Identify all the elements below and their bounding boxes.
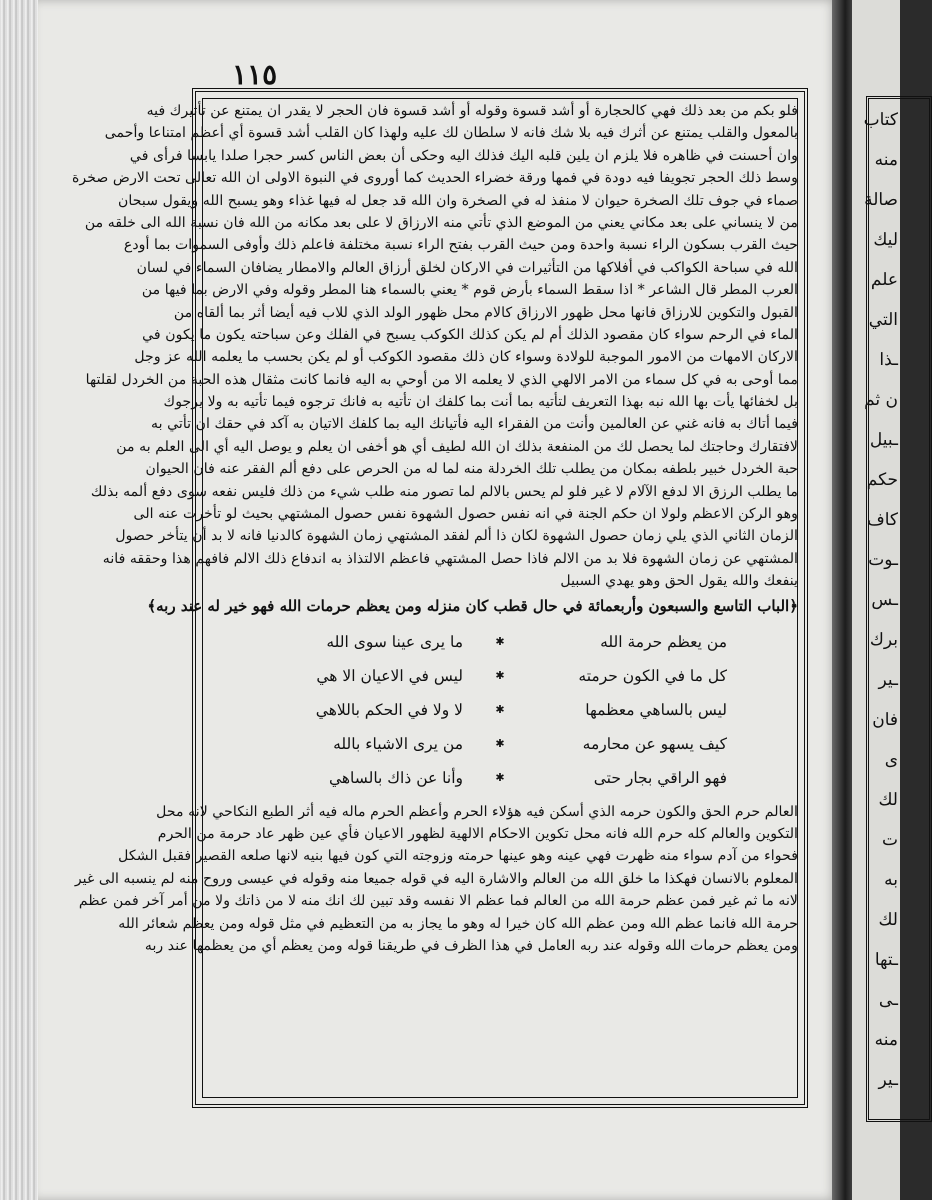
chapter-heading: ﴿الباب التاسع والسبعون وأربعمائة في حال قطب كان منزله ومن يعظم حرمات الله فهو خير له عند ربه﴾ [147, 596, 798, 615]
text-line: الاركان الامهات من الامور الموجبة للولادة وسواء كان ذلك مقصود الكوكب أو لم يكن بحسب ما يعلمه الله عز وجل [134, 349, 798, 366]
text-line: بالمعول والقلب يمتنع عن أثرك فيه بلا شك فانه لا سلطان لك عليه ولهذا كان القلب أشد قسوة أي أعظم امتناعا وأحمى [104, 125, 798, 142]
text-line: القبول والتكوين للارزاق فانها محل ظهور الارزاق كالام محل ظهور الولد الذي للاب فيه أيضا أثر بما ألقاه من [173, 304, 798, 321]
text-line: فيما أتاك به فانه غني عن العالمين وأنت من الفقراء اليه فأتيانك اليه بما كلفك الاتيان به آكد في حقك ان تأتي به [151, 416, 798, 433]
facing-page-fragment: صالة [864, 190, 898, 210]
text-line: التكوين والعالم كله حرم الله فانه محل تكوين الاحكام الالهية لظهور الاعيان فأي عين ظهر عاد حرمة من الحرم [157, 825, 798, 842]
verse-second-hemistich: ما يرى عينا سوى الله [326, 632, 463, 651]
paragraph-2 [74, 801, 798, 958]
facing-page [852, 0, 900, 1200]
verse-first-hemistich: كيف يسهو عن محارمه [582, 734, 727, 753]
text-line: صماء في جوف تلك الصخرة حيوان لا منفذ له في الصخرة وان الله قد جعل له فيها غذاء وهو يسبح الله ويقول سبحان [118, 192, 798, 209]
text-line: العرب المطر قال الشاعر * اذا سقط السماء بأرض قوم * يعني بالسماء هنا المطر وقوله وفي الارض بما فيها من [141, 282, 798, 299]
facing-page-fragment: ـوت [868, 550, 898, 570]
poem [202, 625, 798, 795]
verse-separator-icon: ✱ [495, 702, 505, 716]
facing-page-fragment: فان [872, 710, 898, 730]
text-block [71, 100, 798, 957]
facing-page-fragment: التي [868, 310, 898, 330]
text-line: لافتقارك وحاجتك لما يحصل لك من المنفعة بذلك ان الله لطيف أي هو أخفى ان يعلم و يوصل اليه أي الى العلم به من [116, 438, 798, 455]
text-line: الزمان الثاني الذي يلي زمان حصول الشهوة لكان ذا ألم لفقد المشتهي زمان الشهوة كالدنيا فانه لا بد أن يتأخر حصول [115, 528, 798, 545]
text-line: فحواء من آدم سواء منه ظهرت فهي عينه وهو عينها حرمته وزوجته التي كون فيها بنيه لانها صلعه القصير فقبل الشكل [118, 848, 798, 865]
text-line: فلو بكم من بعد ذلك فهي كالحجارة أو أشد قسوة وقوله أو أشد قسوة فان الحجر لا يقدر ان يمتنع عن تأثيرك فيه [146, 103, 798, 119]
verse-separator-icon: ✱ [495, 668, 505, 682]
poem-verse [202, 693, 798, 727]
poem-verse [202, 625, 798, 659]
verse-second-hemistich: لا ولا في الحكم باللاهي [315, 700, 463, 719]
facing-page-fragment: علم [870, 270, 898, 290]
verse-first-hemistich: كل ما في الكون حرمته [578, 666, 727, 685]
verse-second-hemistich: ليس في الاعيان الا هي [316, 666, 463, 685]
facing-page-fragment: ت [881, 830, 898, 850]
facing-page-fragment: ليك [873, 230, 898, 250]
text-line: مما أوحى به في كل سماء من الامر الالهي الذي لا يعلمه الا من أوحي به اليه فانما كانت مثقال هذه الحبة من الخردل لقلتها [85, 371, 798, 388]
paragraph-1 [71, 100, 798, 593]
facing-page-fragment: لك [878, 790, 898, 810]
facing-page-fragment: كتاب [863, 110, 898, 130]
poem-verse [202, 727, 798, 761]
facing-page-fragment: ـذا [879, 350, 898, 370]
text-line: حبة الخردل خبير بلطفه بمكان من يطلب تلك الخردلة منه لما له من الحرص على دفع ألم الفقر عنه فان الحيوان [145, 461, 798, 478]
text-line: وان أحسنت في ظاهره فلا يلزم ان يلين قلبه اليك فذلك اليه وحكى أن بعض الناس كسر حجرا صلدا يابسا فرأى في [129, 147, 798, 164]
facing-page-fragment: ـس [871, 590, 898, 610]
facing-page-fragment: ـى [878, 990, 898, 1010]
text-line: ومن يعظم حرمات الله وقوله عند ربه العامل في هذا الظرف في طريقنا قوله ومن يعظم أي من يعظمها عند ربه [144, 937, 798, 954]
verse-separator-icon: ✱ [495, 634, 505, 648]
facing-page-fragment: منه [874, 1030, 898, 1050]
text-line: ما يطلب الرزق الا لدفع الآلام لا غير فلو لم يحس بالالم لما تصور منه طلب شيء من ذلك فليس نفعه سوى دفع ألمه بذلك [90, 483, 798, 500]
facing-page-fragment: ى [884, 750, 898, 770]
facing-page-fragment: ـير [878, 1070, 898, 1090]
verse-first-hemistich: ليس بالساهي معظمها [585, 700, 727, 719]
text-line: المشتهي عن زمان الشهوة فلا بد من الالم فاذا حصل المشتهي فاعظم الالتذاذ به اندفاع ذلك الالم فافهم هذا وحققه فانه [102, 550, 798, 567]
text-line: ينفعك والله يقول الحق وهو يهدي السبيل [560, 573, 798, 590]
facing-page-fragment: ن ثم [864, 390, 898, 410]
text-line: من لا ينساني على بعد مكاني يعني من الموضع الذي تأتي منه الارزاق لا على بعد مكانه من الله فان نسبة الله الى خلقه من [84, 214, 798, 231]
text-line: حيث القرب بسكون الراء نسبة واحدة ومن حيث القرب بفتح الراء نسبة مختلفة فاعلم ذلك وأوفى السموات بما أودع [123, 237, 798, 254]
facing-page-fragment: كاف [867, 510, 898, 530]
verse-separator-icon: ✱ [495, 770, 505, 784]
text-line: المعلوم بالانسان فهكذا ما خلق الله من العالم والاشارة اليه في قوله جميعا منه وقوله في عيسى وروح منه لم ينسبه الى غير [74, 870, 798, 887]
verse-first-hemistich: من يعظم حرمة الله [600, 632, 727, 651]
facing-page-fragment: حكم [866, 470, 898, 490]
facing-page-fragment: ـبيل [869, 430, 898, 450]
facing-page-fragment: ـير [878, 670, 898, 690]
verse-second-hemistich: وأنا عن ذاك بالساهي [328, 768, 463, 787]
facing-page-fragment: منه [874, 150, 898, 170]
text-line: حرمة الله فانما عظم الله ومن عظم الله كان خيرا له وهو ما يجاز به من التعظيم في مثل قوله ومن يعظم شعائر الله [118, 915, 798, 932]
verse-second-hemistich: من يرى الاشياء بالله [333, 734, 463, 753]
book-spine [0, 0, 40, 1200]
text-line: الله في سباحة الكواكب في أفلاكها من التأثيرات في الاركان لخلق أرزاق العالم والامطار يضافان السماء في لسان [136, 259, 798, 276]
page-number: ١١٥ [232, 58, 278, 91]
facing-page-fragment: ـتها [874, 950, 898, 970]
text-line: وسط ذلك الحجر تجويفا فيه دودة في فمها ورقة خضراء الحديث كما أوروى في النبوة الاولى ان الله تعالى تحت الارض صخرة [71, 170, 798, 187]
facing-page-fragment: به [884, 870, 898, 890]
text-line: وهو الركن الاعظم ولولا ان حكم الجنة في انه نفس حصول الشهوة نفس حصول المشتهي بحيث لو تأخرت عنه الى [133, 506, 798, 523]
poem-verse [202, 761, 798, 795]
text-line: الماء في الرحم سواء كان مقصود الذلك أم لم يكن كذلك الكوكب يسبح في الفلك وعن سباحته يكون ما يكون في [142, 326, 798, 343]
book-gutter [832, 0, 854, 1200]
facing-page-fragment: برك [869, 630, 898, 650]
poem-verse [202, 659, 798, 693]
verse-first-hemistich: فهو الراقي بجار حتى [593, 768, 727, 787]
text-line: العالم حرم الحق والكون حرمه الذي أسكن فيه هؤلاء الحرم وأعظم الحرم ماله فيه أثر الطبع النكاحي لانه محل [156, 803, 798, 820]
verse-separator-icon: ✱ [495, 736, 505, 750]
text-line: لانه ما ثم غير فمن عظم حرمة الله من العالم فما عظم الا نفسه وقد تبين لك انك منه لا من ذاتك ولا من أمر آخر فمن عظم [78, 893, 798, 910]
facing-page-fragment: لك [878, 910, 898, 930]
text-line: بل لخفائها يأت بها الله نبه بهذا التعريف لتأتيه بما أنت بما كلفك ان تأتيه به فانك ترجوه فيما تأتيه به ولا يرجوك [163, 394, 798, 411]
